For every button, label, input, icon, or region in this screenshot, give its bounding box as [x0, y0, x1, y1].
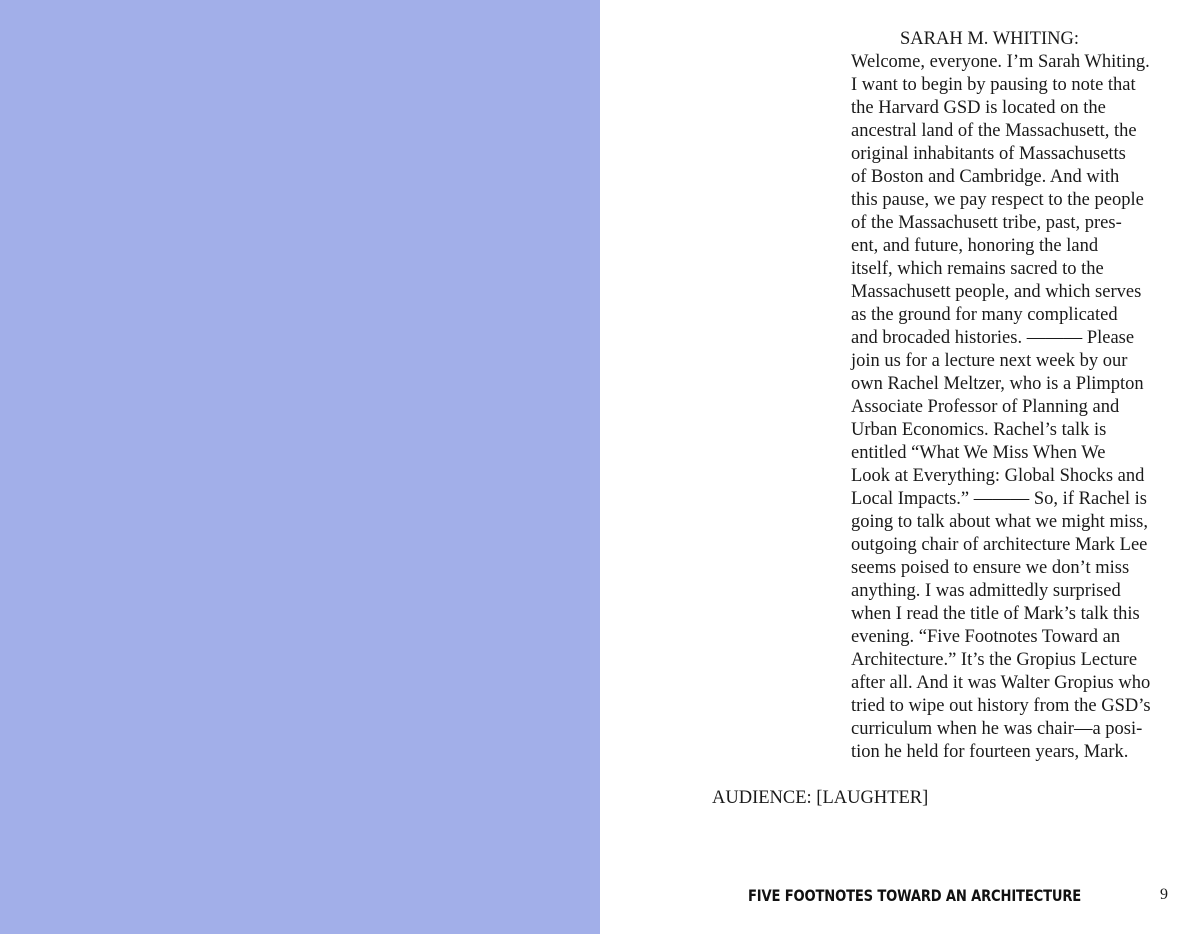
speech-line: ancestral land of the Massachusett, the [851, 121, 1137, 141]
speech-paragraph [851, 51, 1181, 764]
speech-line: when I read the title of Mark’s talk this [851, 604, 1140, 624]
speech-line: itself, which remains sacred to the [851, 259, 1104, 279]
speech-line: own Rachel Meltzer, who is a Plimpton [851, 374, 1144, 394]
speech-line: Look at Everything: Global Shocks and [851, 466, 1145, 486]
right-page [600, 0, 1200, 934]
speech-line: of the Massachusett tribe, past, pres- [851, 213, 1122, 233]
speech-line: evening. “Five Footnotes Toward an [851, 627, 1121, 647]
speech-line: tried to wipe out history from the GSD’s [851, 696, 1151, 716]
speech-line: Local Impacts.” ——— So, if Rachel is [851, 489, 1147, 509]
speech-line: entitled “What We Miss When We [851, 443, 1106, 463]
speech-line: join us for a lecture next week by our [851, 351, 1128, 371]
page-number: 9 [1160, 886, 1168, 903]
speech-line: tion he held for fourteen years, Mark. [851, 742, 1129, 762]
speech-line: anything. I was admittedly surprised [851, 581, 1121, 601]
speech-line: this pause, we pay respect to the people [851, 190, 1144, 210]
speech-line: seems poised to ensure we don’t miss [851, 558, 1130, 578]
speech-line: Welcome, everyone. I’m Sarah Whiting. [851, 52, 1150, 72]
speech-line: original inhabitants of Massachusetts [851, 144, 1126, 164]
speech-line: ent, and future, honoring the land [851, 236, 1099, 256]
audience-reaction: AUDIENCE: [LAUGHTER] [712, 788, 929, 808]
speech-line: Massachusett people, and which serves [851, 282, 1142, 302]
speaker-name: SARAH M. WHITING: [900, 29, 1080, 49]
speech-line: the Harvard GSD is located on the [851, 98, 1106, 118]
speech-line: and brocaded histories. ——— Please [851, 328, 1135, 348]
speech-line: as the ground for many complicated [851, 305, 1118, 325]
speech-line: of Boston and Cambridge. And with [851, 167, 1120, 187]
speech-line: going to talk about what we might miss, [851, 512, 1149, 532]
speech-line: Urban Economics. Rachel’s talk is [851, 420, 1107, 440]
speech-line: Architecture.” It’s the Gropius Lecture [851, 650, 1138, 670]
speech-line: curriculum when he was chair—a posi- [851, 719, 1143, 739]
speech-line: after all. And it was Walter Gropius who [851, 673, 1151, 693]
speech-line: Associate Professor of Planning and [851, 397, 1120, 417]
speech-line: outgoing chair of architecture Mark Lee [851, 535, 1148, 555]
speech-line: I want to begin by pausing to note that [851, 75, 1136, 95]
running-title: FIVE FOOTNOTES TOWARD AN ARCHITECTURE [748, 886, 1082, 905]
